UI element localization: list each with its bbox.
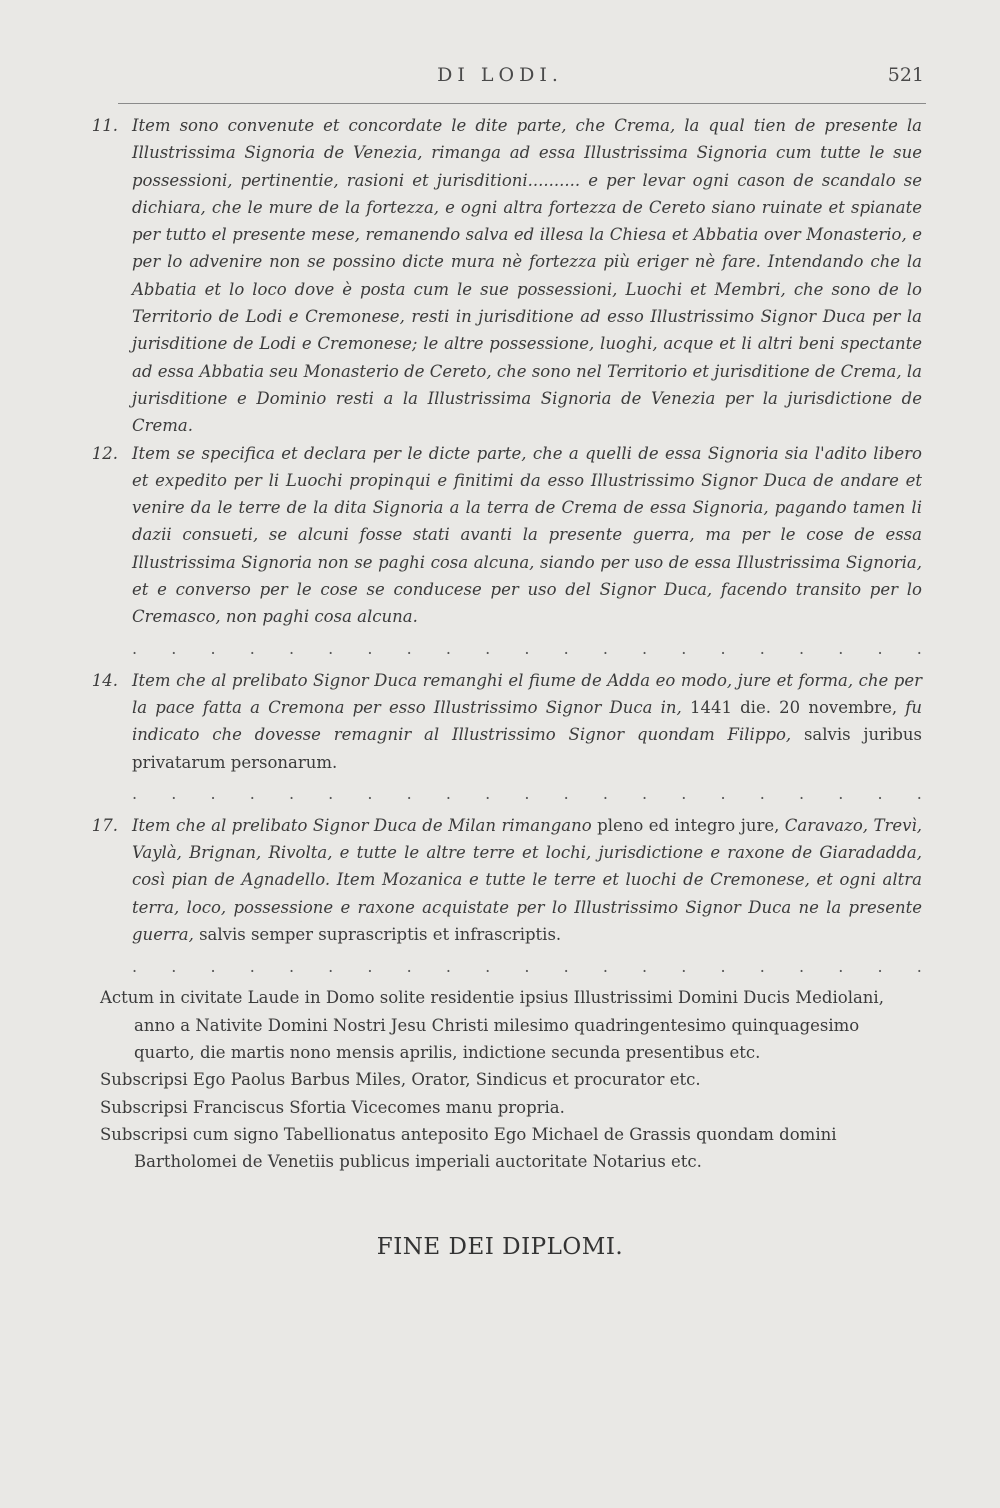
subscription-barbus: Subscripsi Ego Paolus Barbus Miles, Orator, Sindicus et procurator etc. — [100, 1070, 701, 1090]
subscription-notary: Subscripsi cum signo Tabellionatus anteposito Ego Michael de Grassis quondam domini Bartholomei de Venetiis publicus imperiali auctoritate Notarius etc. — [100, 1124, 837, 1172]
actum-paragraph: Actum in civitate Laude in Domo solite residentie ipsius Illustrissimi Domini Ducis Mediolani, anno a Nativite Domini Nostri Jesu Christi milesimo quadringentesimo quinquagesimo quarto, die martis nono mensis aprilis, indictione secunda presentibus etc. — [100, 988, 884, 1062]
article-11 — [91, 112, 922, 440]
closing-formula — [100, 984, 922, 1175]
latin-clause: salvis juribus privatarum personarum. — [132, 725, 922, 772]
article-number: 14. — [91, 670, 118, 690]
article-number: 17. — [91, 815, 118, 835]
latin-clause: pleno ed integro jure, — [597, 815, 780, 835]
latin-clause: salvis semper suprascriptis et infrascriptis. — [199, 925, 562, 945]
article-date: 1441 die. 20 novembre, — [689, 697, 898, 717]
document-body — [0, 112, 1000, 1175]
subscription-sfortia: Subscripsi Franciscus Sfortia Vicecomes manu propria. — [100, 1097, 565, 1117]
article-12 — [91, 440, 922, 631]
article-text: Item sono convenute et concordate le dite parte, che Crema, la qual tien de presente la Illustrissima Signoria de Venezia, rimanga ad essa Illustrissima Signoria cum tutte le sue possessioni, pertinentie, rasioni et jurisditioni.......... e per levar ogni cason de scandalo se dichiara, che le mure de la fortezza, e ogni altra fortezza de Cereto siano ruinate et spianate per tutto el presente mese, remanendo salva ed illesa la Chiesa et Abbatia over Monasterio, e per lo advenire non se possino dicte mura nè fortezza più eriger nè fare. Intendando che la Abbatia et lo loco dove è posta cum le sue possessioni, Luochi et Membri, che sono de lo Territorio de Lodi e Cremonese, resti in jurisditione ad esso Illustrissimo Signor Duca per la jurisditione de Lodi e Cremonese; le altre possessione, luoghi, acque et li altri beni spectante ad essa Abbatia seu Monasterio de Cereto, che sono nel Territorio et jurisditione de Crema, la jurisditione e Dominio resti a la Illustrissima Signoria de Venezia per la jurisdictione de Crema. — [132, 116, 922, 436]
ending-title: FINE DEI DIPLOMI. — [376, 1234, 624, 1260]
article-text: Item che al prelibato Signor Duca de Milan rimangano — [132, 815, 598, 835]
article-text: fu indicato che dovesse remagnir al Illustrissimo Signor quondam Filippo, — [132, 697, 922, 745]
ellipsis-dots: . . . . . . . . . . . . . . . . . . . . . — [132, 784, 922, 804]
article-text: Item che al prelibato Signor Duca remanghi el fiume de Adda eo modo, jure et forma, che per la pace fatta a Cremona per esso Illustrissimo Signor Duca in, — [132, 670, 922, 717]
article-14 — [91, 667, 922, 776]
article-text: Caravazo, Trevì, Vaylà, Brignan, Rivolta, e tutte le altre terre et lochi, jurisdictione e raxone de Giaradadda, così pian de Agnadello. Item Mozanica e tutte le terre et luochi de Cremonese, et ogni altra terra, loco, possessione e raxone acquistate per lo Illustrissimo Signor Duca ne la presente guerra, — [132, 815, 922, 945]
running-head — [0, 64, 1000, 94]
running-title: DI LODI. — [437, 64, 563, 86]
ellipsis-dots: . . . . . . . . . . . . . . . . . . . . . — [132, 639, 922, 659]
article-number: 12. — [91, 443, 118, 463]
article-text: Item se specifica et declara per le dicte parte, che a quelli de essa Signoria sia l'adito libero et expedito per li Luochi propinqui e finitimi da esso Illustrissimo Signor Duca de andare et venire da le terre de la dita Signoria a la terra de Crema de essa Signoria, pagando tamen li dazii consueti, se alcuni fosse stati avanti la presente guerra, ma per le cose de essa Illustrissima Signoria non se paghi cosa alcuna, siando per uso de essa Illustrissima Signoria, et e converso per le cose se conducese per uso del Signor Duca, facendo transito per lo Cremasco, non paghi cosa alcuna. — [132, 443, 922, 627]
article-number: 11. — [91, 116, 118, 135]
page-number: 521 — [887, 64, 924, 86]
article-17 — [91, 812, 922, 948]
ellipsis-dots: . . . . . . . . . . . . . . . . . . . . . — [132, 956, 922, 976]
header-rule — [118, 103, 926, 104]
